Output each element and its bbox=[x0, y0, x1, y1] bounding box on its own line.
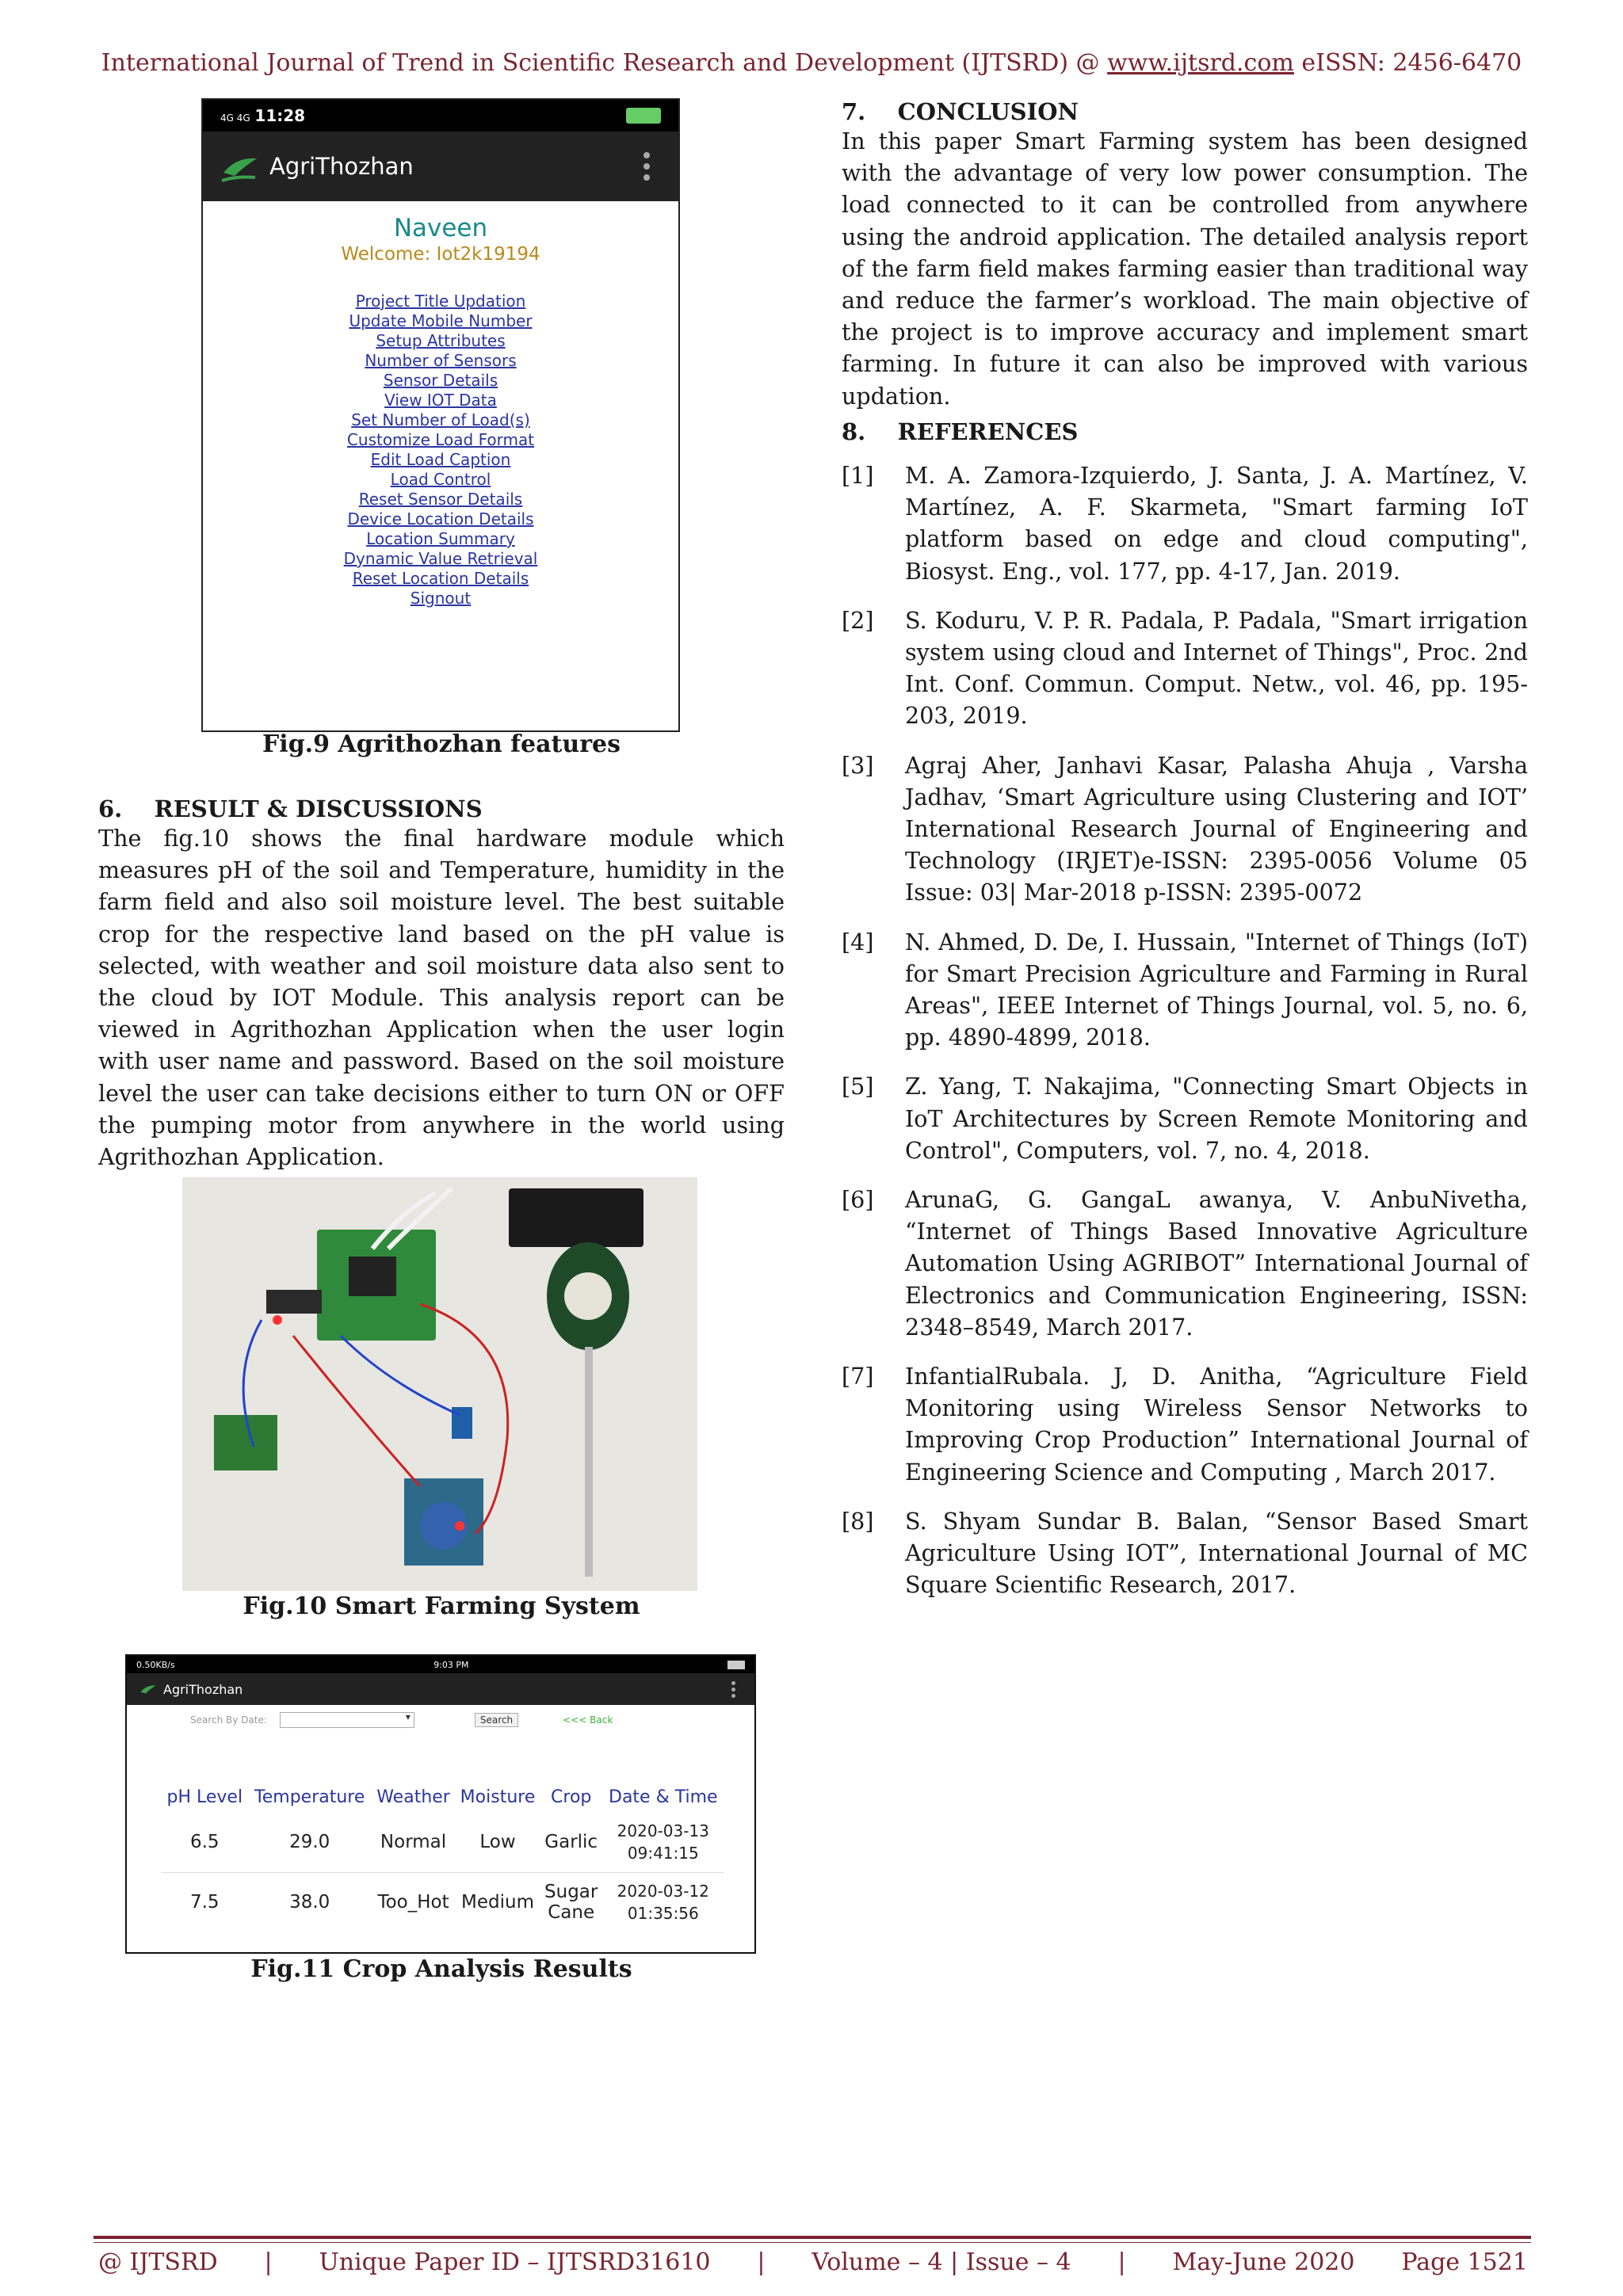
cell-datetime: 2020-03-13 09:41:15 bbox=[617, 1821, 709, 1863]
app-logo-icon bbox=[220, 149, 260, 184]
fig9-caption: Fig.9 Agrithozhan features bbox=[262, 730, 621, 758]
menu-link[interactable]: Signout bbox=[410, 589, 472, 608]
menu-link[interactable]: Edit Load Caption bbox=[370, 450, 511, 469]
app-title: AgriThozhan bbox=[269, 153, 414, 180]
ref-number: [1] bbox=[842, 462, 874, 489]
footer-page: Page 1521 bbox=[1401, 2248, 1528, 2276]
table-header-row bbox=[162, 1783, 724, 1812]
cell-crop: Garlic bbox=[544, 1831, 598, 1852]
reference-item bbox=[842, 749, 1528, 909]
cell-weather: Normal bbox=[380, 1831, 447, 1852]
references-list bbox=[842, 460, 1528, 1619]
menu-link[interactable]: Setup Attributes bbox=[376, 331, 506, 350]
ref-text: InfantialRubala. J, D. Anitha, “Agriculture Field Monitoring using Wireless Sensor Networks to Improving Crop Production” International Journal of Engineering Science and Computing , March 2017. bbox=[905, 1363, 1528, 1486]
table-row bbox=[162, 1872, 724, 1932]
col-weather: Weather bbox=[376, 1787, 450, 1807]
ref-number: [4] bbox=[842, 928, 874, 955]
cell-moisture: Medium bbox=[455, 1872, 540, 1932]
menu-link[interactable]: Reset Sensor Details bbox=[358, 490, 523, 509]
fig11-crop-screenshot bbox=[125, 1654, 756, 1954]
section-conclusion bbox=[842, 98, 1528, 412]
ref-number: [2] bbox=[842, 606, 874, 634]
menu-link[interactable]: Dynamic Value Retrieval bbox=[343, 549, 538, 568]
welcome-text: Welcome: Iot2k19194 bbox=[341, 244, 540, 265]
reference-item bbox=[842, 1505, 1528, 1601]
footer-separator: | bbox=[1117, 2248, 1126, 2276]
col-datetime: Date & Time bbox=[609, 1787, 718, 1807]
footer-publisher: @ IJTSRD bbox=[98, 2248, 218, 2276]
menu-link[interactable]: Update Mobile Number bbox=[349, 311, 533, 330]
cell-ph: 7.5 bbox=[162, 1872, 248, 1932]
ref-text: ArunaG, G. GangaL awanya, V. AnbuNivetha, “Internet of Things Based Innovative Agriculture Automation Using AGRIBOT” International Journal of Electronics and Communication Engineering, ISSN: 2348–8549, March 2017. bbox=[905, 1186, 1528, 1341]
col-ph: pH Level bbox=[166, 1787, 243, 1807]
ref-text: M. A. Zamora-Izquierdo, J. Santa, J. A. Martínez, V. Martínez, A. F. Skarmeta, "Smart farming IoT platform based on edge and cloud computing", Biosyst. Eng., vol. 177, pp. 4-17, Jan. 2019. bbox=[905, 462, 1528, 585]
hardware-photo-illustration bbox=[182, 1177, 697, 1591]
footer-volume: Volume – 4 | Issue – 4 bbox=[812, 2248, 1071, 2276]
menu-link[interactable]: Number of Sensors bbox=[365, 351, 517, 370]
footer-separator: | bbox=[264, 2248, 273, 2276]
table-row bbox=[162, 1812, 724, 1872]
app-bar bbox=[203, 132, 678, 201]
date-select[interactable] bbox=[280, 1712, 414, 1728]
ref-text: S. Koduru, V. P. R. Padala, P. Padala, "Smart irrigation system using cloud and Internet of Things", Proc. 2nd Int. Conf. Commun. Comput. Netw., vol. 46, pp. 195-203, 2019. bbox=[905, 606, 1528, 730]
running-header bbox=[0, 49, 1623, 77]
app-logo-icon bbox=[138, 1681, 158, 1697]
search-label: Search By Date: bbox=[190, 1714, 267, 1726]
status-network: 4G 4G bbox=[220, 113, 250, 124]
section6-body: The fig.10 shows the final hardware module which measures pH of the soil and Temperature, humidity in the farm field and also soil moisture level. The best suitable crop for the respective land based on the pH value is selected, with weather and soil moisture data also sent to the cloud by IOT Module. This analysis report can be viewed in Agrithozhan Application when the user login with user name and password. Based on the soil moisture level the user can take decisions either to turn ON or OFF the pumping motor from anywhere in the world using Agrithozhan Application. bbox=[98, 825, 785, 1171]
app-title: AgriThozhan bbox=[163, 1681, 243, 1697]
section7-body: In this paper Smart Farming system has been designed with the advantage of very low power consumption. The load connected to it can be controlled from anywhere using the android application. The detailed analysis report of the farm field makes farming easier than traditional way and reduce the farmer’s workload. The main objective of the project is to improve accuracy and implement smart farming. In future it can also be improved with various updation. bbox=[842, 128, 1528, 410]
reference-item bbox=[842, 605, 1528, 732]
menu-link[interactable]: Set Number of Load(s) bbox=[351, 410, 530, 429]
menu-link[interactable]: Project Title Updation bbox=[355, 292, 526, 311]
overflow-menu-icon[interactable] bbox=[643, 152, 650, 185]
ref-text: Agraj Aher, Janhavi Kasar, Palasha Ahuja , Varsha Jadhav, ‘Smart Agriculture using Clustering and IOT’ International Research Journal of Engineering and Technology (IRJET)e-ISSN: 2395-0056 Volume 05 Issue: 03| Mar-2018 p-ISSN: 2395-0072 bbox=[905, 751, 1528, 906]
back-link[interactable]: <<< Back bbox=[563, 1714, 613, 1726]
reference-item bbox=[842, 1070, 1528, 1166]
fig9-phone-screenshot bbox=[201, 98, 680, 732]
footer-separator: | bbox=[757, 2248, 766, 2276]
status-speed: 0.50KB/s bbox=[136, 1659, 175, 1670]
search-button[interactable]: Search bbox=[475, 1713, 518, 1727]
cell-datetime: 2020-03-12 01:35:56 bbox=[602, 1872, 724, 1932]
menu-link[interactable]: Customize Load Format bbox=[346, 430, 535, 449]
ref-number: [8] bbox=[842, 1507, 874, 1535]
cell-temperature: 29.0 bbox=[289, 1831, 330, 1852]
reference-item bbox=[842, 1184, 1528, 1343]
footer-rule-thin bbox=[94, 2242, 1531, 2243]
menu-link[interactable]: Sensor Details bbox=[383, 371, 498, 390]
battery-icon bbox=[727, 1661, 745, 1669]
ref-text: N. Ahmed, D. De, I. Hussain, "Internet of Things (IoT) for Smart Precision Agriculture and Farming in Rural Areas", IEEE Internet of Things Journal, vol. 5, no. 6, pp. 4890-4899, 2018. bbox=[905, 928, 1528, 1051]
fig11-caption: Fig.11 Crop Analysis Results bbox=[250, 1955, 632, 1983]
menu-link[interactable]: Reset Location Details bbox=[352, 569, 529, 588]
cell-temperature: 38.0 bbox=[248, 1872, 372, 1932]
col-moisture: Moisture bbox=[460, 1787, 536, 1807]
footer-date: May-June 2020 bbox=[1172, 2248, 1355, 2276]
section8-heading: 8. REFERENCES bbox=[842, 418, 1079, 445]
reference-item bbox=[842, 926, 1528, 1054]
ref-number: [7] bbox=[842, 1363, 874, 1390]
battery-icon bbox=[626, 108, 661, 124]
reference-item bbox=[842, 1360, 1528, 1488]
app-bar bbox=[127, 1673, 754, 1705]
section-result bbox=[98, 795, 785, 1173]
footer-rule bbox=[94, 2236, 1531, 2239]
footer-paper-id: Unique Paper ID – IJTSRD31610 bbox=[319, 2248, 711, 2276]
fig10-hardware-photo bbox=[182, 1177, 697, 1591]
journal-name: International Journal of Trend in Scientific Research and Development (IJTSRD) @ bbox=[101, 49, 1100, 77]
journal-eissn: eISSN: 2456-6470 bbox=[1301, 49, 1522, 77]
ref-number: [6] bbox=[842, 1186, 874, 1214]
menu-link[interactable]: Device Location Details bbox=[347, 509, 534, 528]
search-row bbox=[127, 1705, 754, 1735]
cell-moisture: Low bbox=[479, 1831, 516, 1852]
section6-heading: 6. RESULT & DISCUSSIONS bbox=[98, 795, 483, 822]
phone-status-bar bbox=[203, 100, 678, 132]
menu-link[interactable]: Location Summary bbox=[366, 529, 515, 548]
ref-text: Z. Yang, T. Nakajima, "Connecting Smart Objects in IoT Architectures by Screen Remote Monitoring and Control", Computers, vol. 7, no. 4, 2018. bbox=[905, 1073, 1528, 1164]
cell-weather: Too_Hot bbox=[372, 1872, 455, 1932]
feature-menu bbox=[203, 292, 678, 608]
section7-heading: 7. CONCLUSION bbox=[842, 98, 1079, 125]
journal-url[interactable]: www.ijtsrd.com bbox=[1107, 49, 1294, 77]
section8-heading-wrap bbox=[842, 418, 1528, 445]
status-time: 11:28 bbox=[254, 106, 306, 125]
reference-item bbox=[842, 460, 1528, 587]
fig10-caption: Fig.10 Smart Farming System bbox=[242, 1592, 640, 1620]
cell-crop: Sugar Cane bbox=[540, 1872, 602, 1932]
cell-ph: 6.5 bbox=[189, 1831, 220, 1852]
menu-link[interactable]: View IOT Data bbox=[384, 391, 497, 410]
ref-number: [5] bbox=[842, 1073, 874, 1100]
col-crop: Crop bbox=[551, 1787, 592, 1807]
overflow-menu-icon[interactable] bbox=[731, 1681, 735, 1703]
ref-text: S. Shyam Sundar B. Balan, “Sensor Based Smart Agriculture Using IOT”, International Journal of MC Square Scientific Research, 2017. bbox=[905, 1507, 1528, 1599]
ref-number: [3] bbox=[842, 751, 874, 779]
page-footer bbox=[98, 2248, 1528, 2276]
status-time: 9:03 PM bbox=[433, 1659, 469, 1670]
user-name: Naveen bbox=[393, 214, 488, 242]
col-temperature: Temperature bbox=[254, 1787, 365, 1807]
crop-results-table bbox=[162, 1783, 724, 1932]
menu-link[interactable]: Load Control bbox=[390, 470, 491, 489]
shot-status-bar bbox=[127, 1656, 754, 1673]
